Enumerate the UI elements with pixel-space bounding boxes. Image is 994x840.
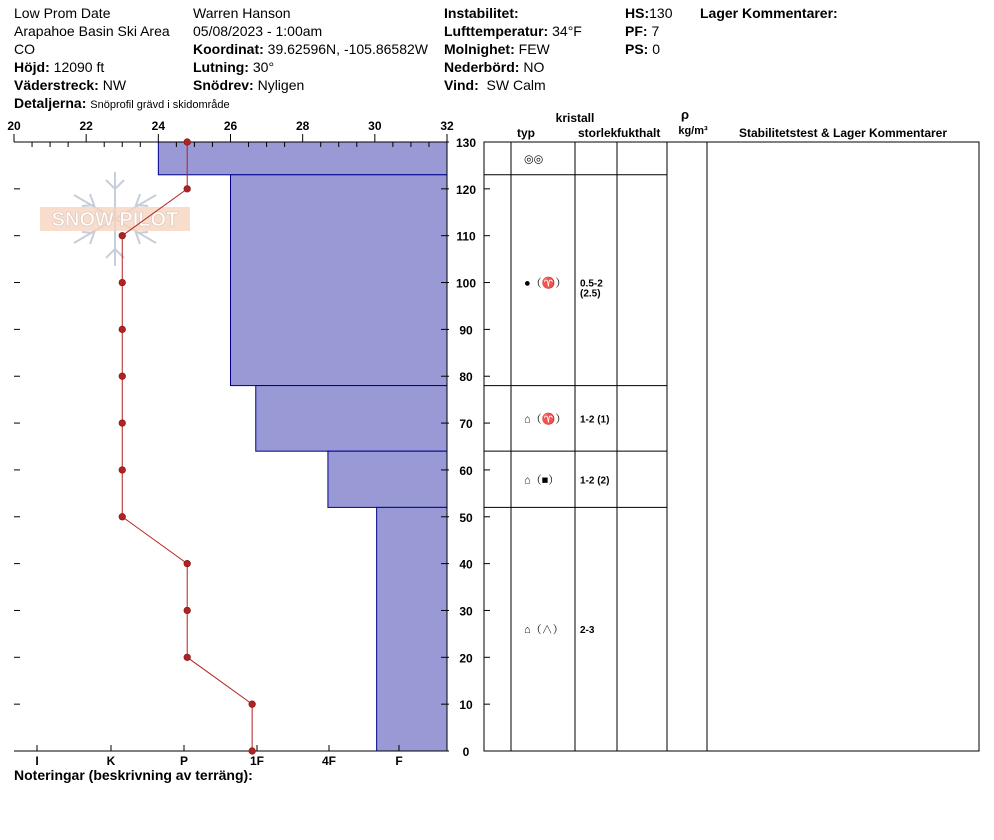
grain-size-2: 1-2 (1) (580, 414, 610, 426)
depth-tick-label-40: 40 (459, 557, 473, 572)
grain-type-1: ●（♈） (524, 277, 567, 290)
snow-pilot-logo-text: SNOW PILOT (51, 209, 179, 231)
temp-point-10 (249, 701, 256, 708)
col-size: storlek (578, 126, 618, 140)
grain-size-4: 2-3 (580, 625, 595, 637)
hardness-label-K: K (106, 754, 116, 768)
col-comments: Stabilitetstest & Lager Kommentarer (738, 126, 948, 140)
hardness-bar-1 (231, 175, 448, 386)
grain-size-1: 0.5-2 (580, 278, 603, 290)
depth-tick-label-130: 130 (455, 136, 477, 150)
hardness-label-4F: 4F (321, 754, 337, 768)
temp-point-40 (184, 560, 191, 567)
hardness-bar-2 (256, 386, 447, 452)
sky-cover: Molnighet: FEW (444, 41, 550, 57)
depth-tick-label-90: 90 (459, 323, 473, 338)
temp-point-100 (119, 279, 126, 286)
hs: HS:130 (625, 5, 673, 21)
temp-point-90 (119, 326, 126, 333)
hardness-bar-3 (328, 451, 447, 507)
col-crystal: kristall (555, 111, 595, 125)
temp-point-60 (119, 467, 126, 474)
hardness-label-P: P (179, 754, 189, 768)
depth-tick-label-120: 120 (455, 182, 477, 197)
state: CO (14, 41, 35, 57)
pf: PF: 7 (625, 23, 660, 39)
depth-tick-label-10: 10 (459, 698, 473, 713)
hardness-bar-4 (377, 507, 447, 751)
datetime: 05/08/2023 - 1:00am (193, 23, 323, 39)
hardness-label-F: F (395, 754, 403, 768)
temp-tick-label-22: 22 (79, 119, 93, 133)
depth-tick-label-20: 20 (459, 651, 473, 666)
layer-comments-label: Lager Kommentarer: (700, 5, 838, 21)
grain-type-0: ◎◎ (524, 153, 544, 166)
table-frame (484, 142, 979, 751)
notes-label: Noteringar (beskrivning av terräng): (14, 767, 253, 783)
temp-point-0 (249, 748, 256, 755)
depth-tick-label-100: 100 (455, 276, 477, 291)
coordinates: Koordinat: 39.62596N, -105.86582W (193, 41, 428, 57)
wind-loading: Snödrev: Nyligen (193, 77, 305, 93)
temp-point-110 (119, 232, 126, 239)
hardness-label-I: I (35, 754, 39, 768)
grain-size2-1: (2.5) (580, 288, 601, 300)
wind: Vind: SW Calm (444, 77, 546, 93)
aspect: Väderstreck: NW (14, 77, 127, 93)
depth-tick-label-80: 80 (459, 370, 473, 385)
col-rho: ρ (680, 107, 690, 122)
temp-point-50 (119, 513, 126, 520)
depth-tick-label-110: 110 (456, 229, 476, 244)
grain-size-3: 1-2 (2) (580, 475, 610, 487)
grain-type-4: ⌂（∧） (524, 624, 564, 637)
temp-tick-label-32: 32 (440, 119, 454, 133)
grain-type-2: ⌂（♈） (524, 413, 567, 426)
layer-table (484, 142, 979, 751)
hardness-label-1F: 1F (249, 754, 265, 768)
stability: Instabilitet: (444, 5, 519, 21)
area-name: Arapahoe Basin Ski Area (14, 23, 170, 39)
col-moisture: fukthalt (617, 126, 661, 140)
temp-tick-label-28: 28 (295, 119, 310, 133)
depth-tick-label-60: 60 (459, 463, 473, 478)
observer: Warren Hanson (193, 5, 291, 21)
temp-point-70 (119, 420, 126, 427)
air-temp: Lufttemperatur: 34°F (444, 23, 582, 39)
precipitation: Nederbörd: NO (444, 59, 545, 75)
col-type: typ (517, 126, 535, 140)
details: Detaljerna: Snöprofil grävd i skidområde (14, 95, 230, 111)
depth-tick-label-50: 50 (459, 510, 473, 525)
temp-point-120 (184, 186, 191, 193)
temp-tick-label-26: 26 (223, 119, 238, 133)
elevation: Höjd: 12090 ft (14, 59, 105, 75)
location-name: Low Prom Date (14, 5, 111, 21)
ps: PS: 0 (625, 41, 661, 57)
snow-pilot-logo (40, 172, 190, 266)
temp-tick-label-24: 24 (151, 119, 166, 133)
col-density-unit: kg/m³ (678, 125, 708, 137)
temp-point-80 (119, 373, 126, 380)
depth-tick-label-0: 0 (462, 745, 470, 759)
hardness-layers (158, 142, 447, 751)
grain-type-3: ⌂（■） (524, 474, 560, 487)
slope: Lutning: 30° (193, 59, 275, 75)
temp-tick-label-20: 20 (7, 119, 21, 133)
depth-tick-label-30: 30 (459, 604, 473, 619)
hardness-bar-0 (158, 142, 447, 175)
temp-tick-label-30: 30 (368, 119, 382, 133)
depth-tick-label-70: 70 (459, 417, 473, 432)
temp-point-20 (184, 654, 191, 661)
temp-point-130 (184, 139, 191, 146)
temp-point-30 (184, 607, 191, 614)
